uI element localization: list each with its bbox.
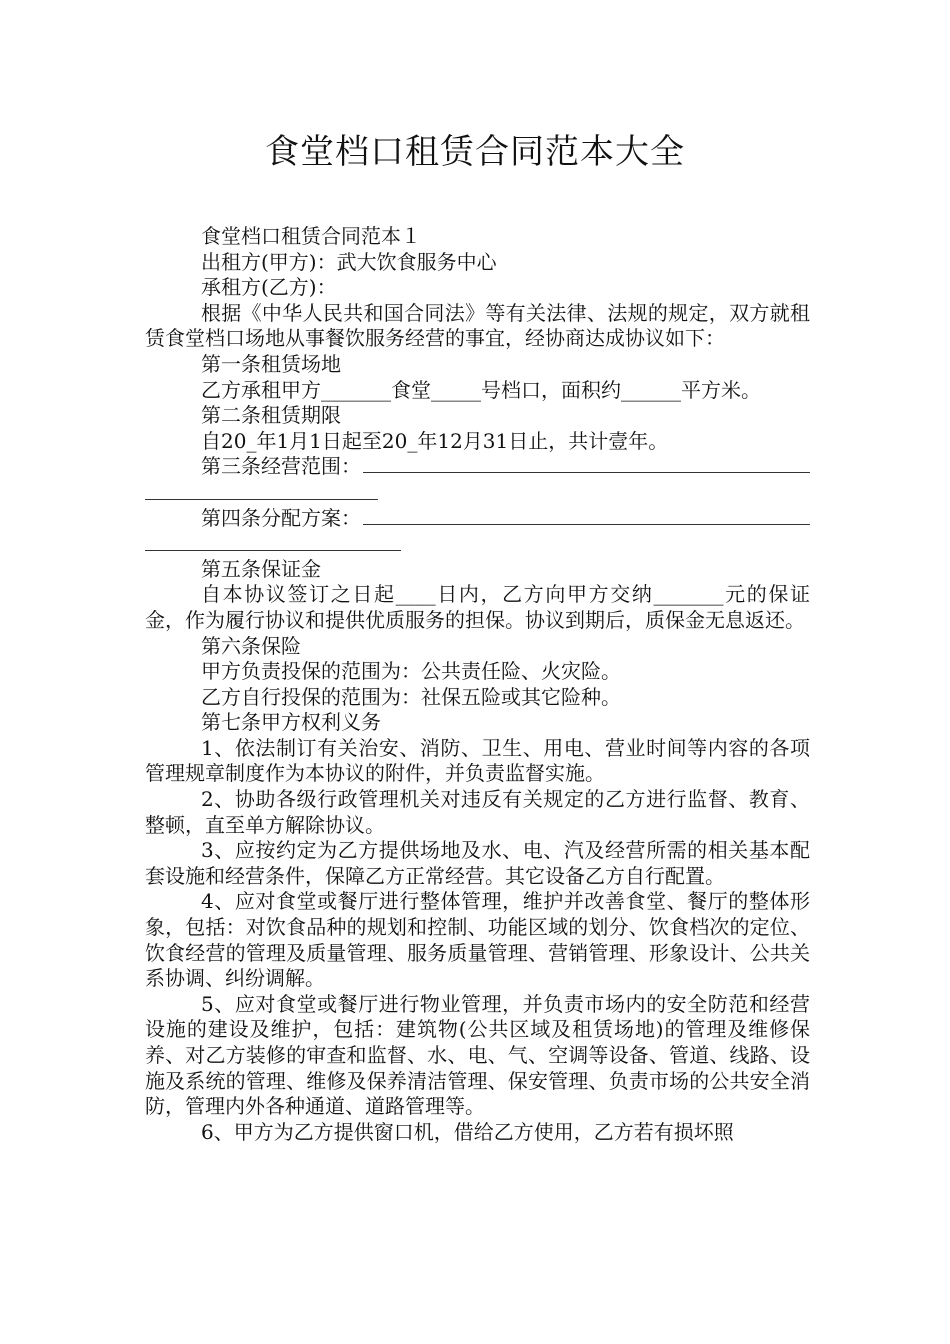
article-3-fill-continuation bbox=[145, 480, 810, 506]
article-5-title: 第五条保证金 bbox=[201, 556, 321, 581]
article-3-title: 第三条经营范围： bbox=[201, 454, 361, 479]
article-6-text-2: 乙方自行投保的范围为：社保五险或其它险种。 bbox=[201, 684, 621, 709]
lessee-line: 承租方(乙方)： bbox=[201, 275, 337, 300]
article-1-title: 第一条租赁场地 bbox=[201, 351, 341, 376]
article-4-line bbox=[145, 506, 810, 532]
article-2-title: 第二条租赁期限 bbox=[201, 403, 341, 428]
article-5-text: 自本协议签订之日起____日内，乙方向甲方交纳_______元的保证金，作为履行协议和提供优质服务的担保。协议到期后，质保金无息返还。 bbox=[145, 582, 810, 632]
article-7-title: 第七条甲方权利义务 bbox=[201, 710, 381, 735]
article-7-item-1: 1、依法制订有关治安、消防、卫生、用电、营业时间等内容的各项管理规章制度作为本协议的附件，并负责监督实施。 bbox=[145, 735, 810, 786]
document-body bbox=[145, 224, 810, 1145]
article-4-fill-continuation bbox=[145, 531, 810, 557]
contract-heading: 食堂档口租赁合同范本１ bbox=[201, 224, 421, 248]
article-7-item-2: 2、协助各级行政管理机关对违反有关规定的乙方进行监督、教育、整顿，直至单方解除协议。 bbox=[145, 787, 810, 837]
article-3-fill-rule bbox=[363, 454, 810, 473]
article-3-fill-rule-2 bbox=[145, 499, 378, 500]
article-2-text: 自20_年1月1日起至20_年12月31日止，共计壹年。 bbox=[201, 428, 669, 453]
lessor-line: 出租方(甲方)：武大饮食服务中心 bbox=[201, 249, 497, 274]
article-7-item-3: 3、应按约定为乙方提供场地及水、电、汽及经营所需的相关基本配套设施和经营条件，保障乙方正常经营。其它设备乙方自行配置。 bbox=[145, 838, 810, 888]
article-7-item-5: 5、应对食堂或餐厅进行物业管理，并负责市场内的安全防范和经营设施的建设及维护，包括：建筑物(公共区域及租赁场地)的管理及维修保养、对乙方装修的审查和监督、水、电、气、空调等设备、管道、线路、设施及系统的管理、维修及保养清洁管理、保安管理、负责市场的公共安全消防，管理内外各种通道、道路管理等。 bbox=[145, 991, 810, 1119]
article-6-title: 第六条保险 bbox=[201, 633, 301, 658]
article-4-fill-rule-2 bbox=[145, 550, 401, 551]
article-1-text: 乙方承租甲方_______食堂_____号档口，面积约______平方米。 bbox=[201, 377, 761, 402]
article-3-line bbox=[145, 454, 810, 480]
article-4-title: 第四条分配方案： bbox=[201, 505, 361, 530]
article-4-fill-rule bbox=[363, 506, 810, 525]
article-6-text-1: 甲方负责投保的范围为：公共责任险、火灾险。 bbox=[201, 659, 621, 684]
document-title: 食堂档口租赁合同范本大全 bbox=[265, 132, 685, 172]
article-7-item-6: 6、甲方为乙方提供窗口机，借给乙方使用，乙方若有损坏照 bbox=[201, 1119, 734, 1144]
article-7-item-4: 4、应对食堂或餐厅进行整体管理，维护并改善食堂、餐厅的整体形象，包括：对饮食品种的规划和控制、功能区域的划分、饮食档次的定位、饮食经营的管理及质量管理、服务质量管理、营销管理、形象设计、公共关系协调、纠纷调解。 bbox=[145, 889, 810, 991]
preamble-paragraph: 根据《中华人民共和国合同法》等有关法律、法规的规定，双方就租赁食堂档口场地从事餐饮服务经营的事宜，经协商达成协议如下： bbox=[145, 300, 810, 351]
